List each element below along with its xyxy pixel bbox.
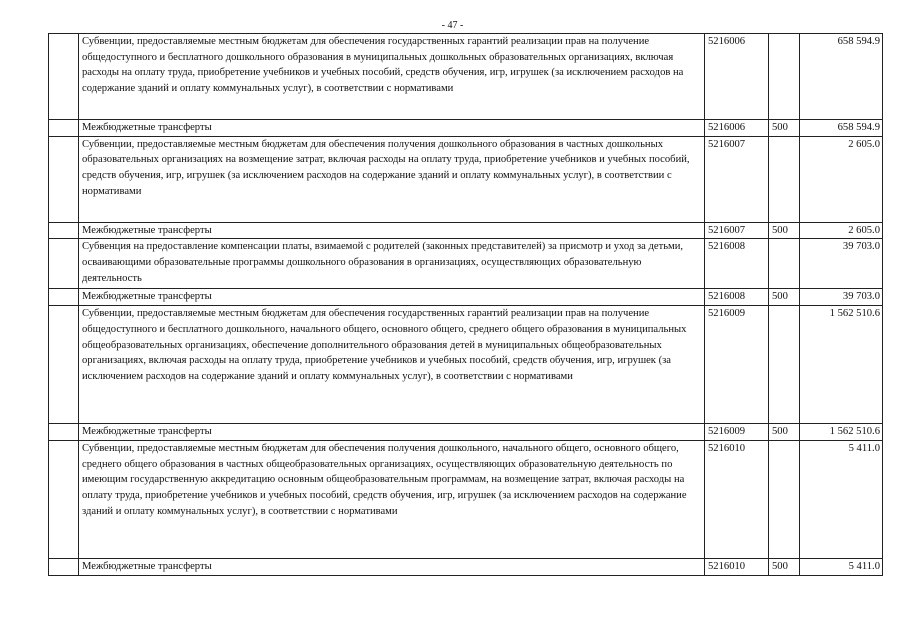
row-number-cell	[49, 558, 79, 575]
row-name: Субвенции, предоставляемые местным бюджетам для обеспечения государственных гарантий реализации прав на получение общедоступного и бесплатного дошкольного, начального общего, основного общего, среднего общего образования в муниципальных общеобразовательных организациях, обеспечение дополнительного образования детей в муниципальных общеобразовательных организациях, включая расходы на оплату труда, приобретение учебников и учебных пособий, средств обучения, игр, игрушек (за исключением расходов на содержание зданий и оплату коммунальных услуг), в соответствии с нормативами	[82, 308, 687, 382]
row-number-cell	[49, 239, 79, 289]
row-name-cell	[79, 558, 705, 575]
table-row	[49, 306, 883, 424]
row-type-cell	[769, 222, 800, 239]
row-number-cell	[49, 306, 79, 424]
row-name-cell	[79, 239, 705, 289]
row-type: 500	[772, 122, 788, 133]
row-name: Межбюджетные трансферты	[82, 224, 212, 236]
row-amount: 39 703.0	[842, 291, 880, 303]
row-type: 500	[772, 426, 788, 438]
budget-table	[48, 33, 883, 576]
row-type-cell	[769, 239, 800, 289]
row-number-cell	[49, 34, 79, 120]
table-row	[49, 136, 883, 222]
budget-table-body	[49, 34, 883, 576]
row-type-cell	[769, 289, 800, 306]
table-row	[49, 289, 883, 306]
row-number-cell	[49, 120, 79, 137]
row-name: Субвенция на предоставление компенсации платы, взимаемой с родителей (законных представителей) за присмотр и уход за детьми, осваивающими образовательные программы дошкольного образования в организациях, осуществляющих образовательную деятельность	[82, 241, 684, 284]
row-type-cell	[769, 136, 800, 222]
row-number-cell	[49, 222, 79, 239]
table-row	[49, 120, 883, 137]
row-amount-cell	[800, 34, 883, 120]
row-code: 5216009	[708, 308, 746, 320]
row-code-cell	[705, 34, 769, 120]
row-amount-cell	[800, 289, 883, 306]
row-code-cell	[705, 239, 769, 289]
row-code-cell	[705, 120, 769, 137]
table-row	[49, 239, 883, 289]
row-code: 5216010	[708, 442, 746, 454]
row-amount: 1 562 510.6	[829, 426, 880, 438]
row-code-cell	[705, 558, 769, 575]
row-code: 5216006	[708, 36, 746, 47]
table-row	[49, 222, 883, 239]
row-amount-cell	[800, 120, 883, 137]
row-name: Межбюджетные трансферты	[82, 426, 212, 438]
row-amount: 5 411.0	[848, 560, 880, 572]
row-code: 5216009	[708, 426, 746, 438]
row-code: 5216008	[708, 241, 746, 253]
row-type: 500	[772, 224, 788, 236]
row-name: Субвенции, предоставляемые местным бюджетам для обеспечения получения дошкольного, начального общего, основного общего, среднего общего образования в частных общеобразовательных организациях, осуществляющих образовательную деятельность по имеющим государственную аккредитацию основным общеобразовательным программам, на возмещение затрат, включая расходы на оплату труда, приобретение учебников и учебных пособий, средств обучения, игр, игрушек (за исключением расходов на содержание зданий и оплату коммунальных услуг), в соответствии с нормативами	[82, 442, 687, 517]
row-name-cell	[79, 440, 705, 558]
row-name: Субвенции, предоставляемые местным бюджетам для обеспечения получения дошкольного образования в частных дошкольных образовательных организациях на возмещение затрат, включая расходы на оплату труда, приобретение учебников и учебных пособий, средств обучения, игр, игрушек (за исключением расходов на содержание зданий и оплату коммунальных услуг), в соответствии с нормативами	[82, 138, 690, 197]
row-amount-cell	[800, 306, 883, 424]
row-name-cell	[79, 424, 705, 441]
row-name: Субвенции, предоставляемые местным бюджетам для обеспечения государственных гарантий реализации прав на получение общедоступного и бесплатного дошкольного образования в муниципальных дошкольных образовательных организациях, включая расходы на оплату труда, приобретение учебников и учебных пособий, средств обучения, игр, игрушек (за исключением расходов на содержание зданий и оплату коммунальных услуг), в соответствии с нормативами	[82, 36, 684, 95]
row-type-cell	[769, 558, 800, 575]
row-number-cell	[49, 424, 79, 441]
table-row	[49, 558, 883, 575]
row-code: 5216010	[708, 560, 746, 572]
row-code-cell	[705, 424, 769, 441]
row-amount: 39 703.0	[842, 241, 880, 253]
row-amount-cell	[800, 424, 883, 441]
row-amount: 658 594.9	[837, 36, 880, 47]
row-amount: 1 562 510.6	[829, 308, 880, 320]
row-name-cell	[79, 222, 705, 239]
row-name-cell	[79, 120, 705, 137]
row-type-cell	[769, 424, 800, 441]
row-code-cell	[705, 222, 769, 239]
row-amount-cell	[800, 239, 883, 289]
row-number-cell	[49, 440, 79, 558]
row-name-cell	[79, 289, 705, 306]
row-name: Межбюджетные трансферты	[82, 291, 212, 303]
row-code: 5216007	[708, 138, 746, 150]
row-amount: 5 411.0	[848, 442, 880, 454]
row-number-cell	[49, 136, 79, 222]
row-type-cell	[769, 34, 800, 120]
row-amount-cell	[800, 136, 883, 222]
row-name: Межбюджетные трансферты	[82, 560, 212, 572]
row-code-cell	[705, 136, 769, 222]
row-code-cell	[705, 440, 769, 558]
row-amount: 2 605.0	[848, 138, 880, 150]
row-type-cell	[769, 440, 800, 558]
table-row	[49, 424, 883, 441]
row-code-cell	[705, 306, 769, 424]
row-name-cell	[79, 306, 705, 424]
row-code: 5216008	[708, 291, 746, 303]
row-number-cell	[49, 289, 79, 306]
row-amount-cell	[800, 222, 883, 239]
row-name-cell	[79, 136, 705, 222]
row-amount: 658 594.9	[837, 122, 880, 133]
row-name: Межбюджетные трансферты	[82, 122, 212, 133]
page-number: - 47 -	[441, 20, 464, 31]
row-amount-cell	[800, 558, 883, 575]
row-code-cell	[705, 289, 769, 306]
row-name-cell	[79, 34, 705, 120]
table-row	[49, 34, 883, 120]
row-code: 5216007	[708, 224, 746, 236]
row-type: 500	[772, 560, 788, 572]
row-amount-cell	[800, 440, 883, 558]
row-type: 500	[772, 291, 788, 303]
table-row	[49, 440, 883, 558]
row-type-cell	[769, 120, 800, 137]
row-amount: 2 605.0	[848, 224, 880, 236]
row-type-cell	[769, 306, 800, 424]
row-code: 5216006	[708, 122, 746, 133]
